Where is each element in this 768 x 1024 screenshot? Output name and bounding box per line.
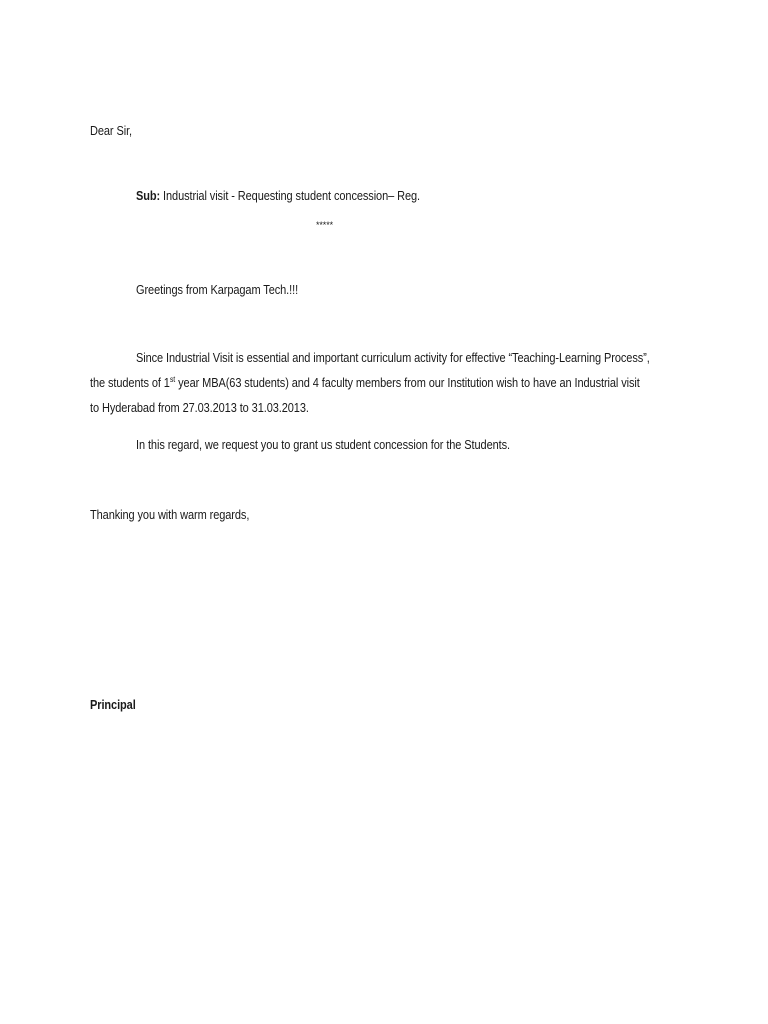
separator-stars: ***** [316, 220, 334, 230]
salutation: Dear Sir, [90, 124, 133, 138]
ordinal-suffix: st [169, 375, 176, 384]
body-line-2-rest: year MBA(63 students) and 4 faculty members from our Institution wish to have an Industrial visit [175, 376, 640, 390]
closing: Thanking you with warm regards, [90, 508, 250, 522]
body-paragraph-line-1: Since Industrial Visit is essential and important curriculum activity for effective “Teaching-Learning Process”, [136, 351, 650, 365]
subject-line [136, 188, 420, 204]
signatory: Principal [90, 698, 136, 712]
greeting: Greetings from Karpagam Tech.!!! [136, 283, 299, 297]
subject-label: Sub: [136, 189, 161, 203]
body-paragraph-line-2 [90, 375, 640, 391]
subject-text: Industrial visit - Requesting student concession– Reg. [160, 189, 421, 203]
request-paragraph: In this regard, we request you to grant us student concession for the Students. [136, 438, 510, 452]
body-line-2-start: the students of 1 [90, 376, 170, 390]
body-paragraph-line-3: to Hyderabad from 27.03.2013 to 31.03.2013. [90, 401, 309, 415]
